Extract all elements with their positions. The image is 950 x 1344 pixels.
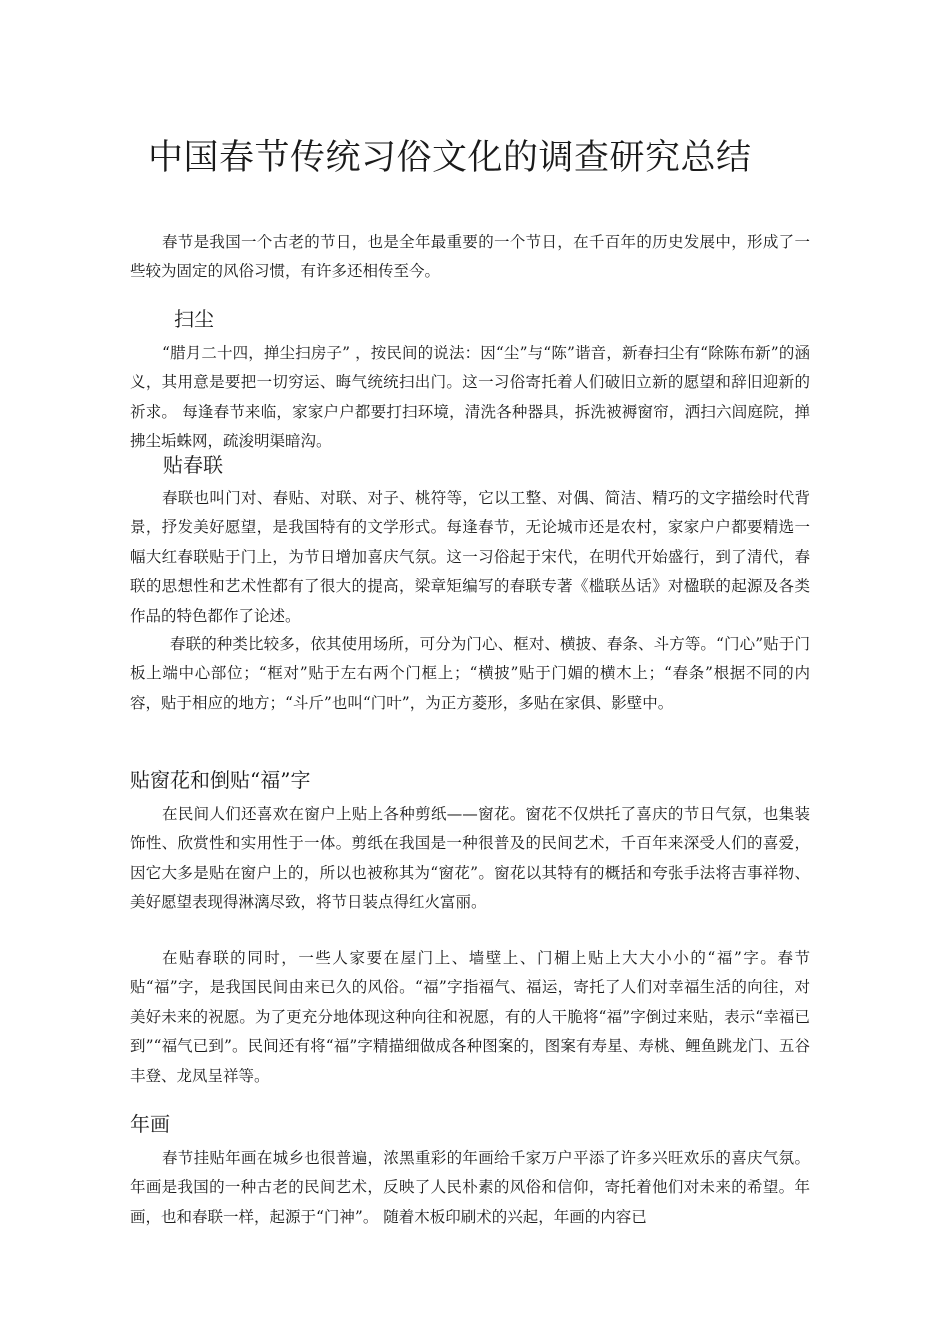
section-paragraph: 在民间人们还喜欢在窗户上贴上各种剪纸——窗花。窗花不仅烘托了喜庆的节日气氛，也集装饰性、欣赏性和实用性于一体。剪纸在我国是一种很普及的民间艺术，千百年来深受人们的喜爱，因它大多是贴在窗户上的，所以也被称其为“窗花”。窗花以其特有的概括和夸张手法将吉事祥物、美好愿望表现得淋漓尽致，将节日装点得红火富丽。	[130, 805, 810, 912]
intro-paragraph: 春节是我国一个古老的节日，也是全年最重要的一个节日，在千百年的历史发展中，形成了一些较为固定的风俗习惯，有许多还相传至今。	[130, 233, 810, 281]
section-paragraph: “腊月二十四，掸尘扫房子” ，按民间的说法：因“尘”与“陈”谐音，新春扫尘有“除陈布新”的涵义，其用意是要把一切穷运、晦气统统扫出门。这一习俗寄托着人们破旧立新的愿望和辞旧迎新的祈求。 每逢春节来临，家家户户都要打扫环境，清洗各种器具，拆洗被褥窗帘，洒扫六闾庭院，掸拂尘垢蛛网，疏浚明渠暗沟。	[130, 344, 810, 451]
section-heading-window-flowers: 贴窗花和倒贴“福”字	[130, 768, 311, 792]
document-title: 中国春节传统习俗文化的调查研究总结	[148, 138, 752, 178]
section-heading-sweeping: 扫尘	[174, 307, 214, 331]
section-heading-new-year-pictures: 年画	[130, 1112, 170, 1136]
section-paragraph: 春节挂贴年画在城乡也很普遍，浓黑重彩的年画给千家万户平添了许多兴旺欢乐的喜庆气氛。年画是我国的一种古老的民间艺术，反映了人民朴素的风俗和信仰，寄托着他们对未来的希望。年画，也和春联一样，起源于“门神”。 随着木板印刷术的兴起，年画的内容已	[130, 1149, 810, 1226]
section-paragraph: 春联的种类比较多，依其使用场所，可分为门心、框对、横披、春条、斗方等。“门心”贴于门板上端中心部位；“框对”贴于左右两个门框上；“横披”贴于门媚的横木上；“春条”根据不同的内容，贴于相应的地方；“斗斤”也叫“门叶”，为正方菱形，多贴在家俱、影壁中。	[130, 635, 810, 712]
section-paragraph: 春联也叫门对、春贴、对联、对子、桃符等，它以工整、对偶、简洁、精巧的文字描绘时代背景，抒发美好愿望，是我国特有的文学形式。每逢春节，无论城市还是农村，家家户户都要精选一幅大红春联贴于门上，为节日增加喜庆气氛。这一习俗起于宋代，在明代开始盛行，到了清代，春联的思想性和艺术性都有了很大的提高，梁章矩编写的春联专著《槛联丛话》对楹联的起源及各类作品的特色都作了论述。	[130, 489, 810, 625]
section-paragraph: 在贴春联的同时，一些人家要在屋门上、墙壁上、门楣上贴上大大小小的“福”字。春节贴“福”字，是我国民间由来已久的风俗。“福”字指福气、福运，寄托了人们对幸福生活的向往，对美好未来的祝愿。为了更充分地体现这种向往和祝愿，有的人干脆将“福”字倒过来贴，表示“幸福已到”“福气已到”。民间还有将“福”字精描细做成各种图案的，图案有寿星、寿桃、鲤鱼跳龙门、五谷丰登、龙凤呈祥等。	[130, 949, 810, 1085]
section-heading-couplets: 贴春联	[163, 453, 223, 477]
